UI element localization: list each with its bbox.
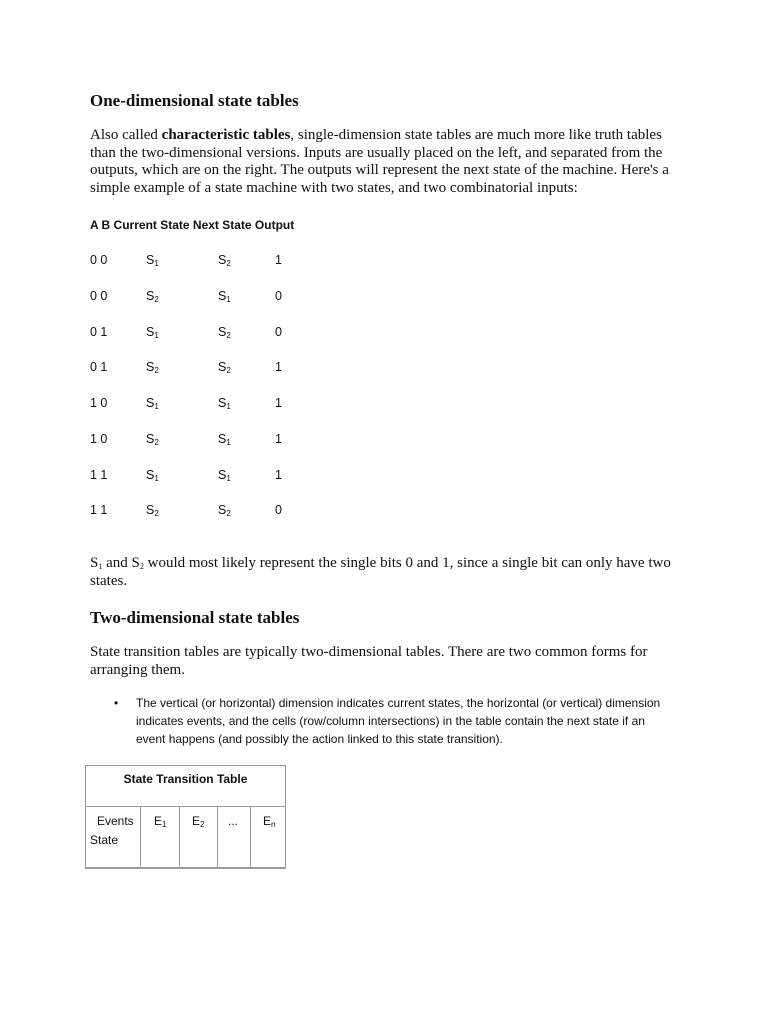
section-heading-one-dimensional: One-dimensional state tables [90, 91, 299, 110]
cell-current-state: $S_1$ [146, 468, 159, 483]
cell-output: 1 [275, 253, 282, 267]
cell-output: 1 [275, 360, 282, 374]
cell-output: 1 [275, 468, 282, 482]
state-transition-table [85, 765, 286, 869]
event-e2: $E_2$ [192, 814, 205, 829]
cell-ab: 1 0 [90, 432, 108, 446]
cell-next-state: $S_2$ [218, 503, 231, 518]
events-label: Events [97, 814, 134, 828]
cell-ab: 0 0 [90, 289, 108, 303]
cell-current-state: $S_2$ [146, 289, 159, 304]
section-heading-two-dimensional: Two-dimensional state tables [90, 608, 300, 627]
cell-current-state: $S_1$ [146, 396, 159, 411]
state-table-header: A B Current State Next State Output [90, 218, 295, 232]
event-ellipsis: ... [228, 814, 239, 828]
cell-next-state: $S_1$ [218, 432, 231, 447]
event-en: $E_n$ [263, 814, 276, 829]
cell-current-state: $S_1$ [146, 325, 159, 340]
cell-ab: 1 0 [90, 396, 108, 410]
cell-next-state: $S_2$ [218, 360, 231, 375]
cell-next-state: $S_2$ [218, 325, 231, 340]
cell-next-state: $S_1$ [218, 468, 231, 483]
cell-current-state: $S_1$ [146, 253, 159, 268]
cell-output: 0 [275, 325, 282, 339]
cell-ab: 1 1 [90, 468, 108, 482]
cell-ab: 0 0 [90, 253, 108, 267]
cell-output: 0 [275, 289, 282, 303]
cell-next-state: $S_1$ [218, 396, 231, 411]
intro-text-post: , single-dimension state tables are much more like truth tables than the two-dimensional versions. Inputs are usually placed on the left, and separated from the outputs, which are on the right. The outputs will represent the next state of the machine. Here's a simple example of a state machine with two states, and two combinatorial inputs: [90, 127, 669, 196]
bullet-icon: • [114, 696, 119, 710]
state-label: State [90, 833, 119, 847]
event-e1: $E_1$ [154, 814, 167, 829]
table-caption: State Transition Table [86, 766, 285, 807]
cell-current-state: $S_2$ [146, 503, 159, 518]
cell-ab: 0 1 [90, 360, 108, 374]
cell-output: 1 [275, 432, 282, 446]
intro-text-bold: characteristic tables [161, 127, 291, 143]
cell-next-state: $S_2$ [218, 253, 231, 268]
intro-paragraph [90, 127, 690, 197]
two-dim-paragraph: State transition tables are typically two-dimensional tables. There are two common forms for arranging them. [90, 644, 648, 678]
bullet-text: The vertical (or horizontal) dimension indicates current states, the horizontal (or vertical) dimension indicates events, and the cells (row/column intersections) in the table contain the next state if an event happens (and possibly the action linked to this state transition). [136, 696, 661, 746]
cell-ab: 0 1 [90, 325, 108, 339]
cell-current-state: $S_2$ [146, 432, 159, 447]
cell-next-state: $S_1$ [218, 289, 231, 304]
intro-text-pre: Also called [90, 127, 162, 143]
cell-ab: 1 1 [90, 503, 108, 517]
cell-output: 0 [275, 503, 282, 517]
cell-output: 1 [275, 396, 282, 410]
cell-current-state: $S_2$ [146, 360, 159, 375]
states-note: $S_1$ and $S_2$ would most likely represent the single bits 0 and 1, since a single bit can only have two states. [90, 555, 671, 589]
